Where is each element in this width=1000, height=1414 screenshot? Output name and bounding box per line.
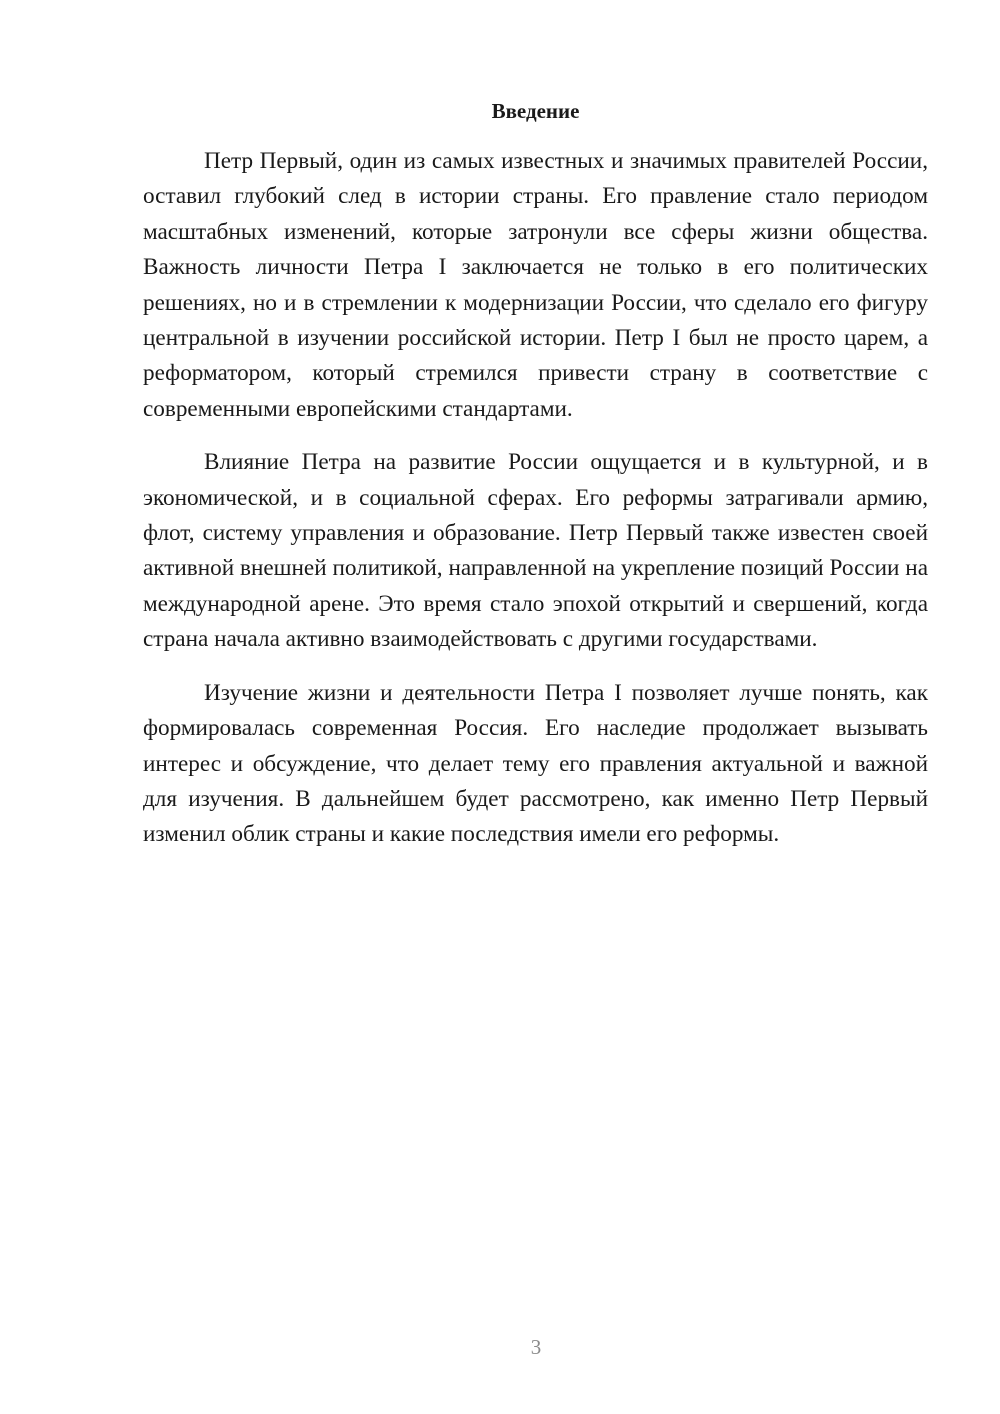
paragraph-3: Изучение жизни и деятельности Петра I позволяет лучше понять, как формировалась современная Россия. Его наследие продолжает вызывать интерес и обсуждение, что делает тему его правления актуальной и важной для изучения. В дальнейшем будет рассмотрено, как именно Петр Первый изменил облик страны и какие последствия имели его реформы. xyxy=(143,679,928,848)
page-number: 3 xyxy=(530,1335,542,1359)
paragraph-2: Влияние Петра на развитие России ощущается и в культурной, и в экономической, и в социальной сферах. Его реформы затрагивали армию, флот, систему управления и образование. Петр Первый также известен своей активной внешней политикой, направленной на укрепление позиций России на международной арене. Это время стало эпохой открытий и свершений, когда страна начала активно взаимодействовать с другими государствами. xyxy=(143,449,928,653)
paragraph-1: Петр Первый, один из самых известных и значимых правителей России, оставил глубокий след в истории страны. Его правление стало периодом масштабных изменений, которые затронули все сферы жизни общества. Важность личности Петра I заключается не только в его политических решениях, но и в стремлении к модернизации России, что сделало его фигуру центральной в изучении российской истории. Петр I был не просто царем, а реформатором, который стремился привести страну в соответствие с современными европейскими стандартами. xyxy=(143,148,928,422)
page-content xyxy=(143,96,928,871)
section-heading: Введение xyxy=(491,99,580,123)
